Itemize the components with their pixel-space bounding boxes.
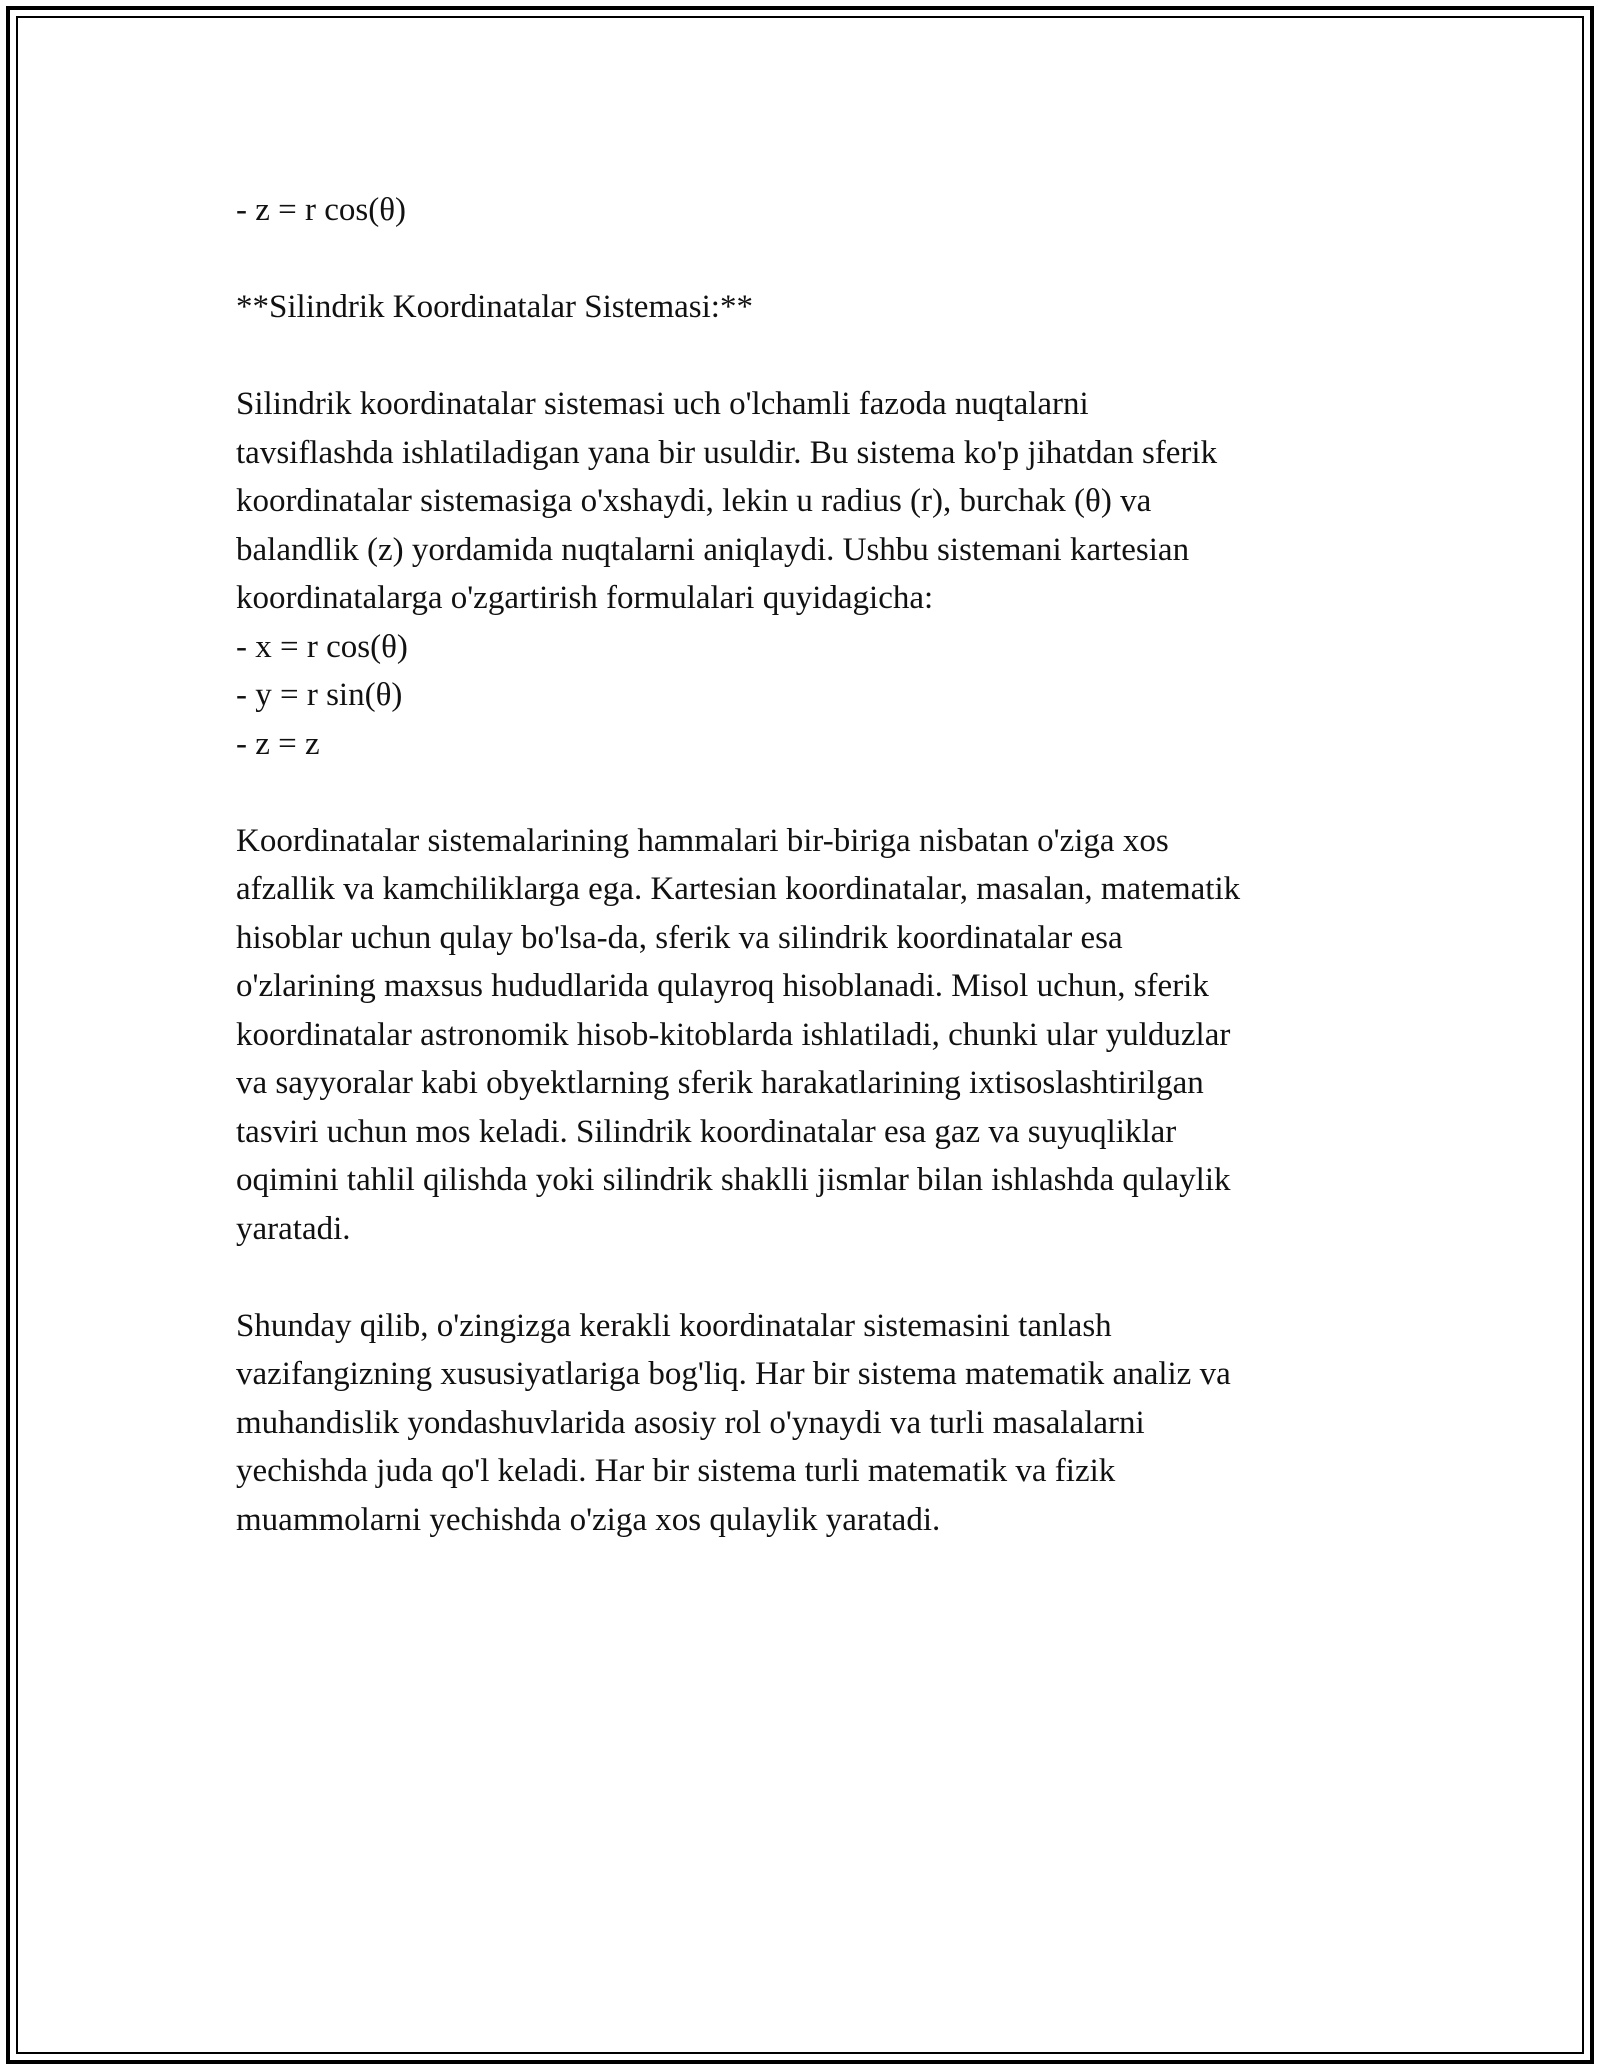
formula-top [236, 186, 1376, 235]
text-line: yechishda juda qo'l keladi. Har bir sistema turli matematik va fizik [236, 1453, 1116, 1489]
formula-line: - y = r sin(θ) [236, 677, 403, 713]
formula-line: - z = r cos(θ) [236, 192, 407, 228]
formula-line: - z = z [236, 725, 320, 762]
text-line: tavsiflashda ishlatiladigan yana bir usuldir. Bu sistema ko'p jihatdan sferik [236, 434, 1218, 471]
section-heading [236, 283, 1376, 332]
paragraph-conclusion [236, 1302, 1376, 1545]
text-line: Koordinatalar sistemalarining hammalari bir-biriga nisbatan o'ziga xos [236, 822, 1169, 859]
text-line: hisoblar uchun qulay bo'lsa-da, sferik va silindrik koordinatalar esa [236, 919, 1123, 956]
text-line: balandlik (z) yordamida nuqtalarni aniqlaydi. Ushbu sistemani kartesian [236, 531, 1190, 568]
text-line: o'zlarining maxsus hududlarida qulayroq hisoblanadi. Misol uchun, sferik [236, 968, 1209, 1004]
document-body [236, 186, 1376, 1544]
heading-text: **Silindrik Koordinatalar Sistemasi:** [236, 289, 753, 325]
formula-line: - x = r cos(θ) [236, 628, 408, 665]
text-line: afzallik va kamchiliklarga ega. Kartesian koordinatalar, masalan, matematik [236, 871, 1241, 907]
text-line: muammolarni yechishda o'ziga xos qulaylik yaratadi. [236, 1501, 941, 1538]
text-line: koordinatalar astronomik hisob-kitoblarda ishlatiladi, chunki ular yulduzlar [236, 1016, 1231, 1053]
text-line: va sayyoralar kabi obyektlarning sferik harakatlarining ixtisoslashtirilgan [236, 1065, 1204, 1101]
paragraph-comparison [236, 817, 1376, 1254]
text-line: koordinatalar sistemasiga o'xshaydi, lekin u radius (r), burchak (θ) va [236, 483, 1152, 519]
text-line: Silindrik koordinatalar sistemasi uch o'lchamli fazoda nuqtalarni [236, 386, 1089, 422]
paragraph-cylindrical [236, 380, 1376, 768]
text-line: vazifangizning xususiyatlariga bog'liq. Har bir sistema matematik analiz va [236, 1356, 1231, 1392]
text-line: Shunday qilib, o'zingizga kerakli koordinatalar sistemasini tanlash [236, 1307, 1112, 1344]
text-line: yaratadi. [236, 1210, 351, 1247]
text-line: oqimini tahlil qilishda yoki silindrik shaklli jismlar bilan ishlashda qulaylik [236, 1162, 1231, 1198]
text-line: muhandislik yondashuvlarida asosiy rol o'ynaydi va turli masalalarni [236, 1404, 1145, 1441]
text-line: koordinatalarga o'zgartirish formulalari quyidagicha: [236, 580, 934, 616]
text-line: tasviri uchun mos keladi. Silindrik koordinatalar esa gaz va suyuqliklar [236, 1113, 1177, 1150]
